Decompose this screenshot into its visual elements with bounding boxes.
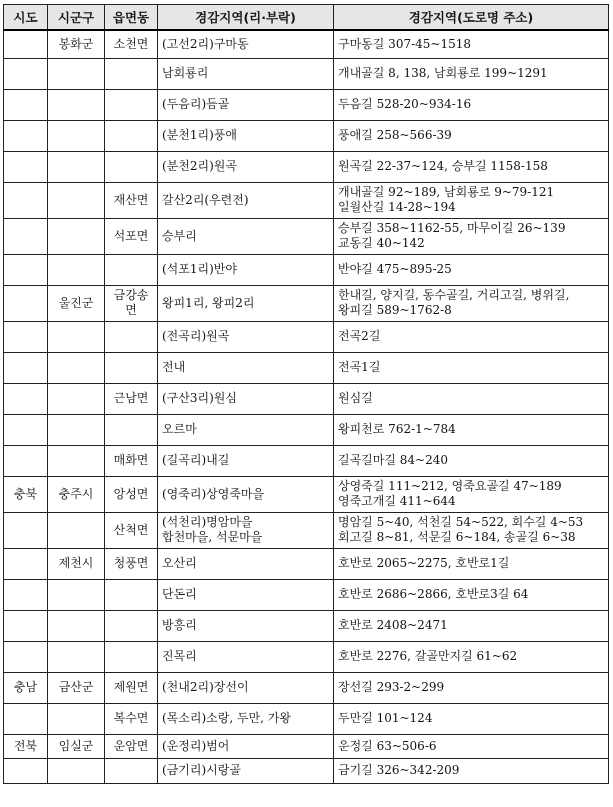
sido-cell [4,218,48,254]
area-cell: 갈산2리(우련전) [158,182,334,218]
eupmyeondong-cell: 금강송 면 [105,285,158,321]
eupmyeondong-cell [105,758,158,783]
sido-cell [4,548,48,579]
area-cell: (분천1리)풍애 [158,120,334,151]
eupmyeondong-cell [105,89,158,120]
sigungu-cell [48,120,105,151]
road-address-cell: 구마동길 307-45~1518 [334,30,609,58]
area-cell: (전곡리)원곡 [158,321,334,352]
road-address-cell: 호반로 2408~2471 [334,610,609,641]
eupmyeondong-cell [105,414,158,445]
road-address-cell: 풍애길 258~566-39 [334,120,609,151]
road-address-cell: 호반로 2065~2275, 호반로1길 [334,548,609,579]
road-address-cell: 금기길 326~342-209 [334,758,609,783]
eupmyeondong-cell [105,58,158,89]
area-cell: (천내2리)장선이 [158,672,334,703]
table-row [4,548,609,579]
road-address-cell: 원심길 [334,383,609,414]
col-header-road-address: 경감지역(도로명 주소) [334,5,609,31]
table-row [4,218,609,254]
eupmyeondong-cell: 재산면 [105,182,158,218]
area-cell: (길곡리)내길 [158,445,334,476]
sido-cell [4,120,48,151]
table-body [4,30,609,783]
sigungu-cell: 금산군 [48,672,105,703]
sigungu-cell [48,512,105,548]
road-address-cell: 장선길 293-2~299 [334,672,609,703]
sido-cell [4,414,48,445]
sigungu-cell [48,579,105,610]
table-row [4,734,609,758]
road-address-cell: 호반로 2276, 갈골만지길 61~62 [334,641,609,672]
sido-cell [4,89,48,120]
road-address-cell: 명암길 5~40, 석천길 54~522, 회수길 4~53 회고길 8~81, 석문길 6~184, 송골길 6~38 [334,512,609,548]
sigungu-cell: 제천시 [48,548,105,579]
eupmyeondong-cell [105,321,158,352]
table-row [4,352,609,383]
area-cell: 전내 [158,352,334,383]
col-header-area: 경감지역(리·부락) [158,5,334,31]
road-address-cell: 한내길, 양지길, 동수골길, 거리고길, 병위길, 왕피길 589~1762-8 [334,285,609,321]
sigungu-cell: 임실군 [48,734,105,758]
eupmyeondong-cell [105,641,158,672]
eupmyeondong-cell: 근남면 [105,383,158,414]
eupmyeondong-cell [105,254,158,285]
road-address-cell: 전곡1길 [334,352,609,383]
road-address-cell: 왕피천로 762-1~784 [334,414,609,445]
area-cell: 남회룡리 [158,58,334,89]
table-row [4,383,609,414]
sido-cell [4,285,48,321]
col-header-eupmyeondong: 읍면동 [105,5,158,31]
sido-cell: 충북 [4,476,48,512]
road-address-cell: 운정길 63~506-6 [334,734,609,758]
sido-cell [4,383,48,414]
table-row [4,672,609,703]
road-address-cell: 길곡길마길 84~240 [334,445,609,476]
area-cell: (구산3리)원심 [158,383,334,414]
road-address-cell: 승부길 358~1162-55, 마무이길 26~139 교동길 40~142 [334,218,609,254]
sigungu-cell [48,89,105,120]
eupmyeondong-cell: 석포면 [105,218,158,254]
table-row [4,703,609,734]
eupmyeondong-cell: 운암면 [105,734,158,758]
area-cell: (금기리)시랑골 [158,758,334,783]
road-address-cell: 전곡2길 [334,321,609,352]
sigungu-cell: 울진군 [48,285,105,321]
area-cell: (분천2리)원곡 [158,151,334,182]
table-row [4,89,609,120]
table-row [4,182,609,218]
sido-cell [4,758,48,783]
sido-cell [4,182,48,218]
table-row [4,445,609,476]
area-cell: 오르마 [158,414,334,445]
col-header-sigungu: 시군구 [48,5,105,31]
table-row [4,254,609,285]
road-address-cell: 두음길 528-20~934-16 [334,89,609,120]
eupmyeondong-cell: 매화면 [105,445,158,476]
sigungu-cell [48,58,105,89]
road-address-cell: 개내골길 8, 138, 남회룡로 199~1291 [334,58,609,89]
area-cell: (영죽리)상영죽마을 [158,476,334,512]
area-cell: (두음리)듬골 [158,89,334,120]
sido-cell [4,151,48,182]
table-row [4,476,609,512]
table-row [4,30,609,58]
eupmyeondong-cell [105,120,158,151]
area-cell: (운정리)범어 [158,734,334,758]
road-address-cell: 개내골길 92~189, 남회룡로 9~79-121 일월산길 14-28~194 [334,182,609,218]
sido-cell [4,445,48,476]
table-row [4,610,609,641]
table-header [4,5,609,31]
eupmyeondong-cell: 제원면 [105,672,158,703]
table-row [4,120,609,151]
table-row [4,321,609,352]
sigungu-cell [48,182,105,218]
area-cell: (석천리)명암마을 합천마을, 석문마을 [158,512,334,548]
table-row [4,58,609,89]
area-cell: 승부리 [158,218,334,254]
area-cell: (고선2리)구마동 [158,30,334,58]
sigungu-cell [48,758,105,783]
sigungu-cell [48,218,105,254]
area-cell: 오산리 [158,548,334,579]
eupmyeondong-cell: 소천면 [105,30,158,58]
area-cell: (목소리)소랑, 두만, 가왕 [158,703,334,734]
table-row [4,512,609,548]
sigungu-cell [48,321,105,352]
area-cell: 왕피1리, 왕피2리 [158,285,334,321]
sido-cell [4,321,48,352]
sido-cell [4,352,48,383]
road-address-cell: 원곡길 22-37~124, 승부길 1158-158 [334,151,609,182]
sigungu-cell [48,254,105,285]
table-row [4,414,609,445]
sido-cell [4,512,48,548]
sigungu-cell [48,703,105,734]
sido-cell [4,703,48,734]
area-cell: (석포1리)반야 [158,254,334,285]
eupmyeondong-cell: 청풍면 [105,548,158,579]
eupmyeondong-cell: 복수면 [105,703,158,734]
sigungu-cell [48,641,105,672]
road-address-cell: 상영죽길 111~212, 영죽요골길 47~189 영죽고개길 411~644 [334,476,609,512]
road-address-cell: 호반로 2686~2866, 호반로3길 64 [334,579,609,610]
area-cell: 단돈리 [158,579,334,610]
sigungu-cell [48,610,105,641]
sido-cell: 전북 [4,734,48,758]
eupmyeondong-cell: 앙성면 [105,476,158,512]
sigungu-cell [48,414,105,445]
area-cell: 방흥리 [158,610,334,641]
sido-cell [4,30,48,58]
area-cell: 진목리 [158,641,334,672]
table-row [4,151,609,182]
table-row [4,579,609,610]
eupmyeondong-cell [105,151,158,182]
table-row [4,285,609,321]
sigungu-cell: 봉화군 [48,30,105,58]
eupmyeondong-cell [105,352,158,383]
sido-cell [4,254,48,285]
sido-cell [4,610,48,641]
eupmyeondong-cell: 산척면 [105,512,158,548]
sido-cell [4,579,48,610]
sigungu-cell [48,445,105,476]
road-address-cell: 반야길 475~895-25 [334,254,609,285]
col-header-sido: 시도 [4,5,48,31]
sido-cell [4,641,48,672]
eupmyeondong-cell [105,579,158,610]
eupmyeondong-cell [105,610,158,641]
sido-cell [4,58,48,89]
sigungu-cell [48,151,105,182]
sido-cell: 충남 [4,672,48,703]
sigungu-cell: 충주시 [48,476,105,512]
sigungu-cell [48,352,105,383]
table-row [4,758,609,783]
road-address-cell: 두만길 101~124 [334,703,609,734]
table-row [4,641,609,672]
region-table [3,4,609,784]
sigungu-cell [48,383,105,414]
